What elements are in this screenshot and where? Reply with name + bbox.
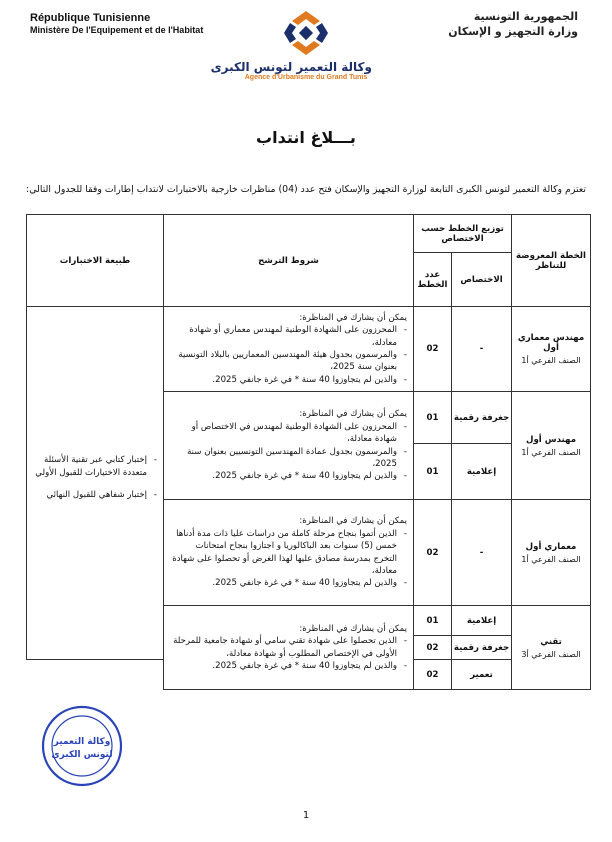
page-title: بـــلاغ انتداب	[256, 128, 356, 147]
plan-cell	[512, 606, 591, 690]
conditions-cell	[164, 606, 414, 690]
count-cell: 01	[414, 392, 452, 444]
table-row	[27, 307, 591, 392]
specialty-cell: تعمير	[452, 660, 512, 690]
conditions-title: يمكن أن يشارك في المناظرة:	[299, 623, 407, 634]
exam-item: - إختبار كتابي عبر تقنية الأسئلة متعددة الاختيارات للقبول الأولي	[33, 454, 157, 480]
recruitment-table	[26, 214, 591, 690]
plan-cell	[512, 392, 591, 500]
header-distribution: توزيع الخطط حسب الاختصاص	[414, 215, 512, 253]
conditions-cell	[164, 307, 414, 392]
count-cell: 01	[414, 444, 452, 500]
plan-name: تقني	[540, 636, 562, 647]
condition-item: - الذين أتموا بنجاح مرحلة كاملة من دراسات عليا ذات مدة أدناها خمس (5) سنوات بعد الباكالوريا و اجتازوا بنجاح امتحانات التخرج بمدرسة مصادق عليها لهذا الغرض أو تحصلوا على شهادة معادلة،	[170, 528, 407, 578]
plan-name: معماري أول	[525, 541, 577, 552]
condition-item: - والذين لم يتجاوزوا 40 سنة * في غرة جانفي 2025.	[170, 660, 407, 672]
header-plan: الخطة المعروضة للتناظر	[512, 215, 591, 307]
condition-item: - والذين لم يتجاوزوا 40 سنة * في غرة جانفي 2025.	[170, 470, 407, 482]
plan-grade: الصنف الفرعي أ1	[521, 356, 581, 365]
agency-logo	[210, 8, 372, 98]
intro-paragraph: تعتزم وكالة التعمير لتونس الكبرى التابعة لوزارة التجهيز والإسكان فتح عدد (04) مناظرات خارجية بالاختبارات لانتداب إطارات وفقا للجدول التالي:	[26, 184, 586, 195]
specialty-cell: جغرفة رقمية	[452, 392, 512, 444]
specialty-cell: -	[452, 307, 512, 392]
republic-label: République Tunisienne	[30, 12, 151, 24]
header-right	[448, 10, 578, 38]
condition-item: - الذين تحصلوا على شهادة تقني سامي أو شهادة جامعية للمرحلة الأولى في الإختصاص المطلوب أو شهادة معادلة،	[170, 635, 407, 660]
plan-name: مهندس أول	[525, 434, 577, 445]
condition-item: - المحرزون على الشهادة الوطنية لمهندس في الاختصاص أو شهادة معادلة،	[170, 421, 407, 446]
page-number: 1	[302, 810, 310, 821]
agency-logo-icon	[278, 8, 334, 58]
plan-cell	[512, 307, 591, 392]
plan-cell	[512, 500, 591, 606]
stamp-text-2: لتونس الكبرى	[51, 750, 113, 760]
official-stamp	[40, 704, 124, 788]
header-left	[30, 12, 203, 35]
agency-name-fr: Agence d'Urbanisme du Grand Tunis	[244, 74, 368, 81]
conditions-title: يمكن أن يشارك في المناظرة:	[299, 312, 407, 323]
count-cell: 01	[414, 606, 452, 636]
header-conditions: شروط الترشح	[164, 215, 414, 307]
condition-item: - والذين لم يتجاوزوا 40 سنة * في غرة جانفي 2025.	[170, 374, 407, 386]
ministry-label: Ministère De l'Equipement et de l'Habitat	[30, 25, 204, 35]
header-exam-type: طبيعة الاختبارات	[27, 215, 164, 307]
condition-item: - والذين لم يتجاوزوا 40 سنة * في غرة جانفي 2025.	[170, 577, 407, 589]
plan-grade: الصنف الفرعي أ1	[521, 554, 581, 564]
specialty-cell: -	[452, 500, 512, 606]
header-count: عدد الخطط	[414, 253, 452, 307]
count-cell: 02	[414, 660, 452, 690]
conditions-title: يمكن أن يشارك في المناظرة:	[299, 516, 407, 527]
specialty-cell: إعلامية	[452, 606, 512, 636]
conditions-title: يمكن أن يشارك في المناظرة:	[299, 409, 407, 420]
header-specialty: الاختصاص	[452, 253, 512, 307]
condition-item: - والمرسمون بجدول عمادة المهندسين التونسيين بعنوان سنة 2025،	[170, 446, 407, 471]
specialty-cell: إعلامية	[452, 444, 512, 500]
conditions-cell	[164, 500, 414, 606]
republic-label-ar: الجمهورية التونسية	[473, 10, 578, 23]
conditions-cell	[164, 392, 414, 500]
count-cell: 02	[414, 500, 452, 606]
exam-item: - إختبار شفاهي للقبول النهائي	[33, 489, 157, 502]
plan-name: مهندس معماري أول	[517, 333, 585, 353]
ministry-label-ar: وزارة التجهيز و الإسكان	[448, 25, 578, 38]
exam-type-cell	[27, 307, 164, 660]
agency-name-ar: وكالة التعمير لتونس الكبرى	[210, 60, 372, 74]
stamp-text-1: وكالة التعمير	[53, 737, 111, 747]
count-cell: 02	[414, 307, 452, 392]
count-cell: 02	[414, 636, 452, 660]
condition-item: - المحرزون على الشهادة الوطنية لمهندس معماري أو شهادة معادلة،	[170, 324, 407, 349]
condition-item: - والمرسمون بجدول هيئة المهندسين المعماريين بالبلاد التونسية بعنوان سنة 2025،	[170, 349, 407, 374]
plan-grade: الصنف الفرعي أ3	[521, 649, 581, 659]
plan-grade: الصنف الفرعي أ1	[521, 447, 581, 457]
specialty-cell: جغرفة رقمية	[452, 636, 512, 660]
